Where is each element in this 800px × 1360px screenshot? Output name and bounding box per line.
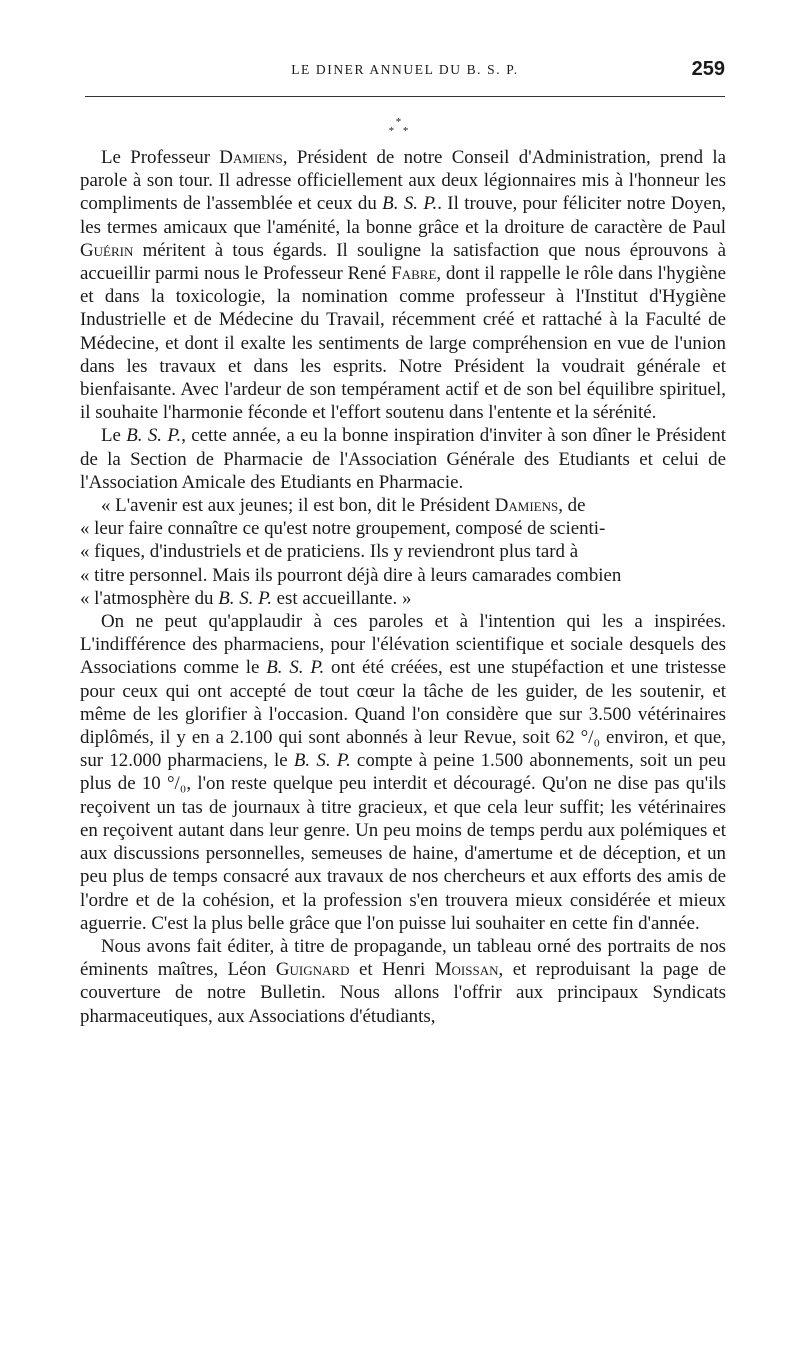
text-run: On ne peut qu'applaudir à ces paroles et à l'intention qui les a inspirées. L'indifférence des pharmaciens, pour l'élévation scientifique et sociale desquels des Associations comme le xyxy=(80,611,726,679)
text-run: compte à peine 1.500 abonnements, soit un peu plus de 10 °/₀, l'on reste quelque peu interdit et découragé. Qu'on ne dise pas qu'ils reçoivent un tas de journaux à titre gracieux, et que cela leur suffit; les vétérinaires en reçoivent autant dans leur genre. Un peu moins de temps perdu aux polémiques et aux discussions personnelles, semeuses de haine, d'amertume et de déception, et un peu plus de temps consacré aux travaux de nos chercheurs et aux efforts des amis de l'ordre et de la cohésion, et la profession s'en trouvera mieux considérée et mieux aguerrie. C'est la plus belle grâce que l'on puisse lui souhaiter en cette fin d'année. xyxy=(80,750,726,934)
page-number: 259 xyxy=(691,58,725,80)
abbr-bsp: B. S. P. xyxy=(218,587,272,609)
name-damiens: Damiens xyxy=(494,495,559,517)
text-run: méritent à tous égards. Il souligne la satisfaction que nous éprouvons à accueillir parmi nous le Professeur René xyxy=(80,239,726,285)
text-run: . Il trouve, pour féliciter notre Doyen, les termes amicaux que l'aménité, la bonne grâce et la droiture de caractère de Paul xyxy=(80,193,726,238)
abbr-bsp: B. S. P. xyxy=(126,425,182,447)
asterism-ornament: * * * xyxy=(388,116,412,137)
text-run: Le xyxy=(101,425,127,447)
header-rule xyxy=(85,96,725,97)
paragraph-invitation xyxy=(80,424,726,494)
quote-line: « titre personnel. Mais ils pourront déjà dire à leurs camarades combien xyxy=(80,564,622,586)
name-guignard: Guignard xyxy=(275,959,350,981)
abbr-bsp: B. S. P. xyxy=(382,193,438,215)
running-head xyxy=(85,58,725,84)
text-run: « L'avenir est aux jeunes; il est bon, dit le Président xyxy=(101,495,495,517)
name-fabre: Fabre xyxy=(391,263,437,285)
name-guerin: Guérin xyxy=(80,239,134,261)
text-run: Nous avons fait éditer, à titre de propagande, un tableau orné des portraits de nos éminents maîtres, Léon xyxy=(80,935,726,981)
text-run: , de xyxy=(558,495,586,517)
text-run: , Président de notre Conseil d'Administration, prend la parole à son tour. Il adresse officiellement aux deux légionnaires mis à l'honneur les compliments de l'assemblée et ceux du xyxy=(80,147,726,215)
quote-line: « leur faire connaître ce qu'est notre groupement, composé de scienti- xyxy=(80,518,606,540)
abbr-bsp: B. S. P. xyxy=(266,657,325,679)
quote-line xyxy=(59,587,726,610)
text-run: et Henri xyxy=(349,959,435,981)
text-run: est accueillante. » xyxy=(271,587,412,609)
text-run: , et reproduisant la page de couverture de notre Bulletin. Nous allons l'offrir aux principaux Syndicats pharmaceutiques, aux Associations d'étudiants, xyxy=(80,959,726,1027)
name-moissan: Moissan xyxy=(434,959,499,981)
quote-line: « fiques, d'industriels et de praticiens. Ils y reviendront plus tard à xyxy=(80,541,579,563)
article-body xyxy=(80,146,726,1028)
paragraph-propaganda xyxy=(80,935,726,1028)
paragraph-damiens-speech xyxy=(80,146,726,424)
abbr-bsp: B. S. P. xyxy=(293,750,351,772)
name-damiens: Damiens xyxy=(219,147,283,168)
paragraph-indifference xyxy=(80,610,726,935)
text-run: « l'atmosphère du xyxy=(80,587,219,609)
text-run: ont été créées, est une stupéfaction et une tristesse pour ceux qui ont accepté de tout cœur la tâche de les guider, de les soutenir, et même de les glorifier à l'occasion. Quand l'on considère que sur 3.500 vétérinaires diplômés, il y en a 2.100 qui sont abonnés à leur Revue, soit 62 °/₀ environ, et que, sur 12.000 pharmaciens, le xyxy=(80,657,726,772)
text-run: Le Professeur xyxy=(101,147,220,168)
paragraph-quote xyxy=(80,494,726,610)
running-title: LE DINER ANNUEL DU B. S. P. xyxy=(291,62,519,77)
text-run: , cette année, a eu la bonne inspiration d'inviter à son dîner le Président de la Section de Pharmacie de l'Association Générale des Etudiants et celui de l'Association Amicale des Etudiants en Pharmacie. xyxy=(80,425,726,493)
text-run: , dont il rappelle le rôle dans l'hygiène et dans la toxicologie, la nomination comme professeur à l'Institut d'Hygiène Industrielle et de Médecine du Travail, récemment créé et rattaché à la Faculté de Médecine, et dont il exalte les sentiments de large compréhension en vue de l'union dans les travaux et dans les esprits. Notre Président la voudrait générale et bienfaisante. Avec l'ardeur de son tempérament actif et de son bel équilibre spirituel, il souhaite l'harmonie féconde et l'effort soutenu dans l'entente et la sérénité. xyxy=(80,263,726,424)
quote-line xyxy=(80,494,726,517)
